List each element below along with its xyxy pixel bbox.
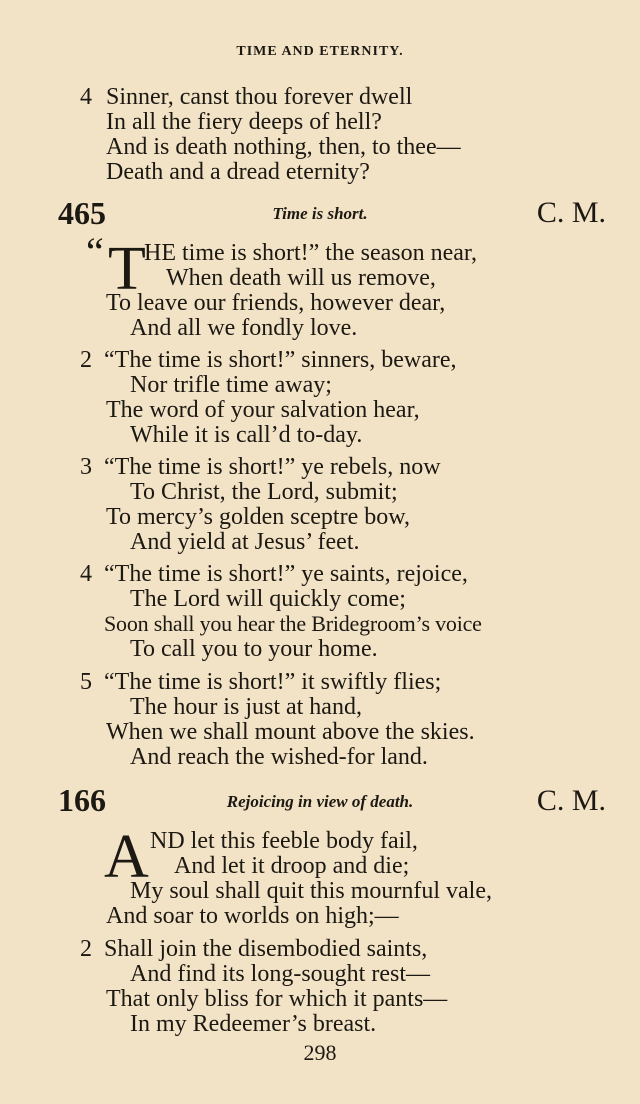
hymn-meter: C. M. <box>536 196 606 229</box>
verse-number: 4 <box>80 84 92 110</box>
verse-line: The hour is just at hand, <box>130 694 362 720</box>
hymn-meter: C. M. <box>536 784 606 817</box>
verse-line: And let it droop and die; <box>174 853 410 879</box>
verse-number: 5 <box>80 669 92 695</box>
verse-line: The word of your salvation hear, <box>106 397 420 423</box>
verse-line: And yield at Jesus’ feet. <box>130 529 360 555</box>
verse-line: And reach the wished-for land. <box>130 744 428 770</box>
verse-line: “The time is short!” ye rebels, now <box>104 454 441 480</box>
verse-line: My soul shall quit this mournful vale, <box>130 878 492 904</box>
verse-number: 3 <box>80 454 92 480</box>
verse-line: To mercy’s golden sceptre bow, <box>106 504 411 530</box>
verse-line: And all we fondly love. <box>130 315 358 341</box>
drop-cap: A <box>104 823 149 891</box>
verse-line: HE time is short!” the season near, <box>144 240 477 266</box>
hymn-number: 166 <box>58 782 106 818</box>
verse-number: 2 <box>80 347 92 373</box>
verse-line: And is death nothing, then, to thee— <box>106 134 461 160</box>
running-head: TIME AND ETERNITY. <box>236 44 404 59</box>
verse-line: To call you to your home. <box>130 636 378 662</box>
verse-line: “The time is short!” sinners, beware, <box>104 347 457 373</box>
verse-line: And find its long-sought rest— <box>130 961 430 987</box>
verse-line: Nor trifle time away; <box>130 372 332 398</box>
verse-line: That only bliss for which it pants— <box>106 986 448 1012</box>
verse-line: When death will us remove, <box>166 265 436 291</box>
verse-line: To leave our friends, however dear, <box>106 290 446 316</box>
page-number: 298 <box>303 1040 337 1065</box>
verse-number: 2 <box>80 936 92 962</box>
verse-line: Shall join the disembodied saints, <box>104 936 428 962</box>
verse-line: To Christ, the Lord, submit; <box>130 479 398 505</box>
verse-line: In my Redeemer’s breast. <box>130 1011 377 1037</box>
verse-line: “The time is short!” ye saints, rejoice, <box>104 561 468 587</box>
verse-line: While it is call’d to-day. <box>130 422 363 448</box>
verse-line: The Lord will quickly come; <box>130 586 406 612</box>
hymn-number: 465 <box>58 195 106 231</box>
verse-line: “The time is short!” it swiftly flies; <box>104 669 442 695</box>
verse-line: Death and a dread eternity? <box>106 159 370 185</box>
drop-cap: T <box>108 235 146 303</box>
verse-line: When we shall mount above the skies. <box>106 719 475 745</box>
verse-line: Sinner, canst thou forever dwell <box>106 84 413 110</box>
verse-number: 4 <box>80 561 92 587</box>
verse-line: Soon shall you hear the Bridegroom’s voice <box>104 611 482 636</box>
open-quote: “ <box>86 229 104 274</box>
verse-line: In all the fiery deeps of hell? <box>106 109 382 135</box>
hymn-title: Rejoicing in view of death. <box>226 792 414 811</box>
verse-line: ND let this feeble body fail, <box>150 828 418 854</box>
hymn-title: Time is short. <box>272 204 368 223</box>
verse-line: And soar to worlds on high;— <box>106 903 399 929</box>
